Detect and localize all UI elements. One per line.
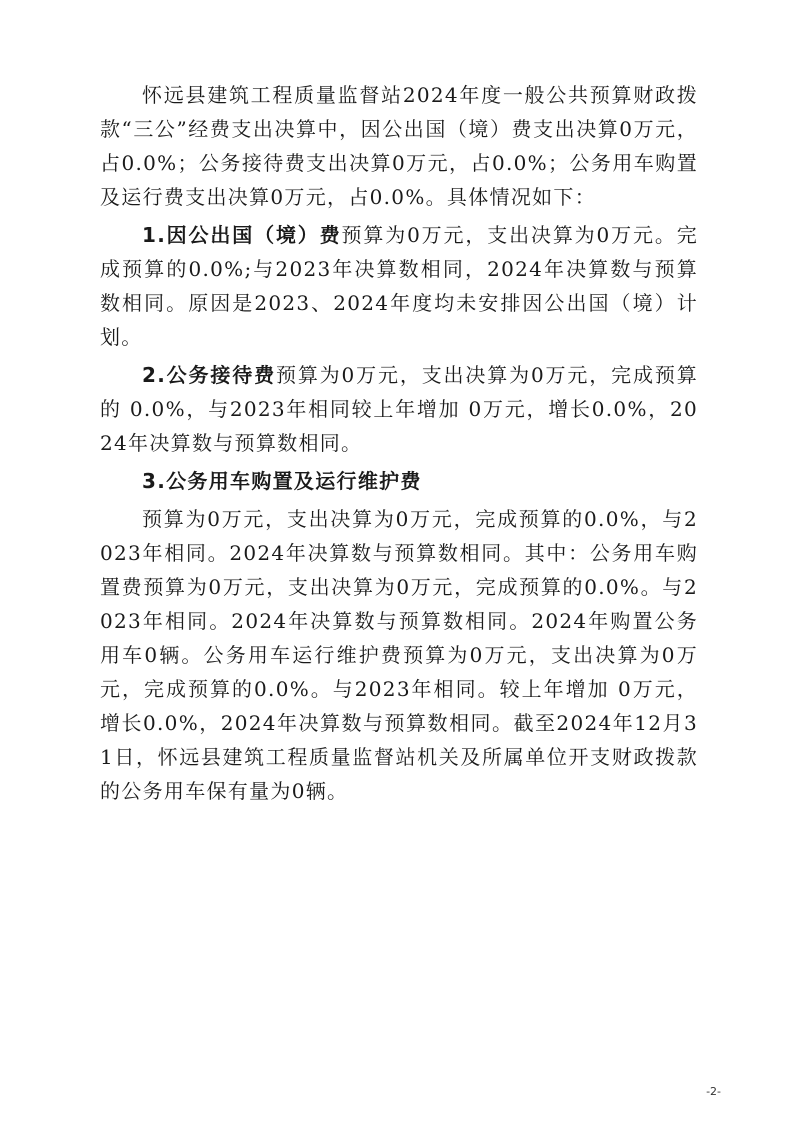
section-1-text: 预算为0万元，支出决算为0万元。完成预算的0.0%;与2023年决算数相同，2024年决算数与预算数相同。原因是2023、2024年度均未安排因公出国（境）计划。	[100, 223, 698, 349]
section-1-heading: 1.因公出国（境）费	[142, 223, 342, 247]
section-2-text: 预算为0万元，支出决算为0万元，完成预算的 0.0%，与2023年相同较上年增加 0万元，增长0.0%，2024年决算数与预算数相同。	[100, 363, 698, 455]
page-number: -2-	[706, 1085, 721, 1098]
section-2-heading: 2.公务接待费	[142, 363, 276, 387]
intro-paragraph: 怀远县建筑工程质量监督站2024年度一般公共预算财政拨款“三公”经费支出决算中，因公出国（境）费支出决算0万元，占0.0%；公务接待费支出决算0万元，占0.0%；公务用车购置及运行费支出决算0万元，占0.0%。具体情况如下：	[100, 83, 698, 209]
section-1-paragraph	[100, 218, 698, 354]
section-3-heading: 3.公务用车购置及运行维护费	[142, 469, 422, 493]
section-3-heading-paragraph	[100, 464, 698, 498]
section-3-paragraph: 预算为0万元，支出决算为0万元，完成预算的0.0%，与2023年相同。2024年决算数与预算数相同。其中：公务用车购置费预算为0万元，支出决算为0万元，完成预算的0.0%。与2023年相同。2024年决算数与预算数相同。2024年购置公务用车0辆。公务用车运行维护费预算为0万元，支出决算为0万元，完成预算的0.0%。与2023年相同。较上年增加 0万元，增长0.0%，2024年决算数与预算数相同。截至2024年12月31日，怀远县建筑工程质量监督站机关及所属单位开支财政拨款的公务用车保有量为0辆。	[100, 507, 698, 803]
section-2-paragraph	[100, 358, 698, 460]
document-body	[100, 78, 698, 808]
